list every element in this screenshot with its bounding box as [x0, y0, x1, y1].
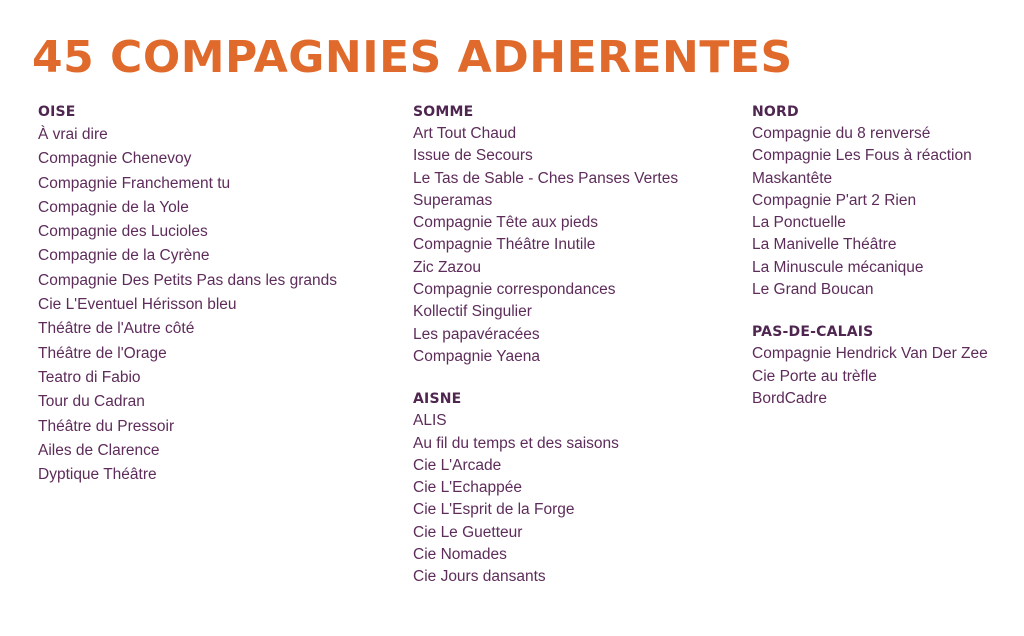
list-item: Compagnie Des Petits Pas dans les grands [38, 271, 337, 289]
list-item: Zic Zazou [413, 258, 482, 276]
list-item: Compagnie des Lucioles [38, 223, 208, 241]
region-heading-nord: NORD [752, 104, 799, 120]
region-heading-aisne: AISNE [413, 391, 462, 408]
list-item: Théâtre du Pressoir [38, 417, 175, 435]
group-spacer [413, 368, 733, 390]
column-somme-aisne [413, 103, 733, 589]
list-item: À vrai dire [38, 126, 108, 143]
list-item: Le Tas de Sable - Ches Panses Vertes [413, 169, 679, 187]
column-oise [38, 103, 378, 487]
list-item: Au fil du temps et des saisons [413, 434, 619, 452]
list-item: Cie Porte au trèfle [752, 367, 877, 385]
list-item: Le Grand Boucan [752, 281, 874, 299]
list-item: Compagnie P'art 2 Rien [752, 191, 917, 209]
list-item: Maskantête [752, 169, 833, 187]
list-item: Cie Le Guetteur [413, 523, 523, 541]
company-list-pas-de-calais [752, 343, 1020, 410]
list-item: Ailes de Clarence [38, 441, 160, 459]
company-list-oise [38, 123, 378, 487]
list-item: ALIS [413, 412, 447, 430]
company-list-aisne [413, 410, 733, 588]
list-item: Tour du Cadran [38, 393, 145, 411]
list-item: Compagnie correspondances [413, 281, 616, 299]
list-item: Compagnie de la Yole [38, 198, 189, 216]
region-heading-oise: OISE [38, 104, 76, 120]
company-list-somme [413, 123, 733, 368]
list-item: Compagnie du 8 renversé [752, 125, 931, 142]
list-item: Cie L'Arcade [413, 456, 502, 474]
column-nord-pas-de-calais [752, 103, 1020, 410]
page-title: 45 COMPAGNIES ADHERENTES [32, 32, 793, 83]
region-heading-somme: SOMME [413, 104, 474, 120]
list-item: Compagnie Théâtre Inutile [413, 236, 596, 254]
region-heading-pas-de-calais: PAS-DE-CALAIS [752, 324, 874, 341]
list-item: Cie Nomades [413, 546, 507, 564]
list-item: Cie L'Eventuel Hérisson bleu [38, 296, 237, 314]
list-item: Théâtre de l'Autre côté [38, 320, 195, 338]
list-item: Dyptique Théâtre [38, 466, 157, 484]
company-list-nord [752, 123, 1020, 301]
list-item: Art Tout Chaud [413, 125, 517, 142]
list-item: Kollectif Singulier [413, 303, 532, 321]
list-item: Compagnie Les Fous à réaction [752, 147, 972, 165]
list-item: La Minuscule mécanique [752, 258, 924, 276]
list-item: Compagnie Hendrick Van Der Zee [752, 345, 988, 363]
list-item: Compagnie Tête aux pieds [413, 214, 598, 232]
list-item: Compagnie de la Cyrène [38, 247, 210, 265]
group-spacer [752, 301, 1020, 323]
list-item: Compagnie Yaena [413, 347, 540, 365]
list-item: BordCadre [752, 389, 827, 407]
list-item: Les papavéracées [413, 325, 540, 343]
list-item: La Manivelle Théâtre [752, 236, 897, 254]
list-item: La Ponctuelle [752, 214, 846, 232]
list-item: Issue de Secours [413, 147, 533, 165]
list-item: Théâtre de l'Orage [38, 344, 167, 362]
list-item: Teatro di Fabio [38, 368, 141, 386]
list-item: Compagnie Chenevoy [38, 150, 192, 168]
list-item: Cie Jours dansants [413, 568, 546, 586]
list-item: Cie L'Esprit de la Forge [413, 501, 575, 519]
list-item: Compagnie Franchement tu [38, 174, 231, 192]
list-item: Superamas [413, 191, 493, 209]
list-item: Cie L'Echappée [413, 479, 522, 497]
